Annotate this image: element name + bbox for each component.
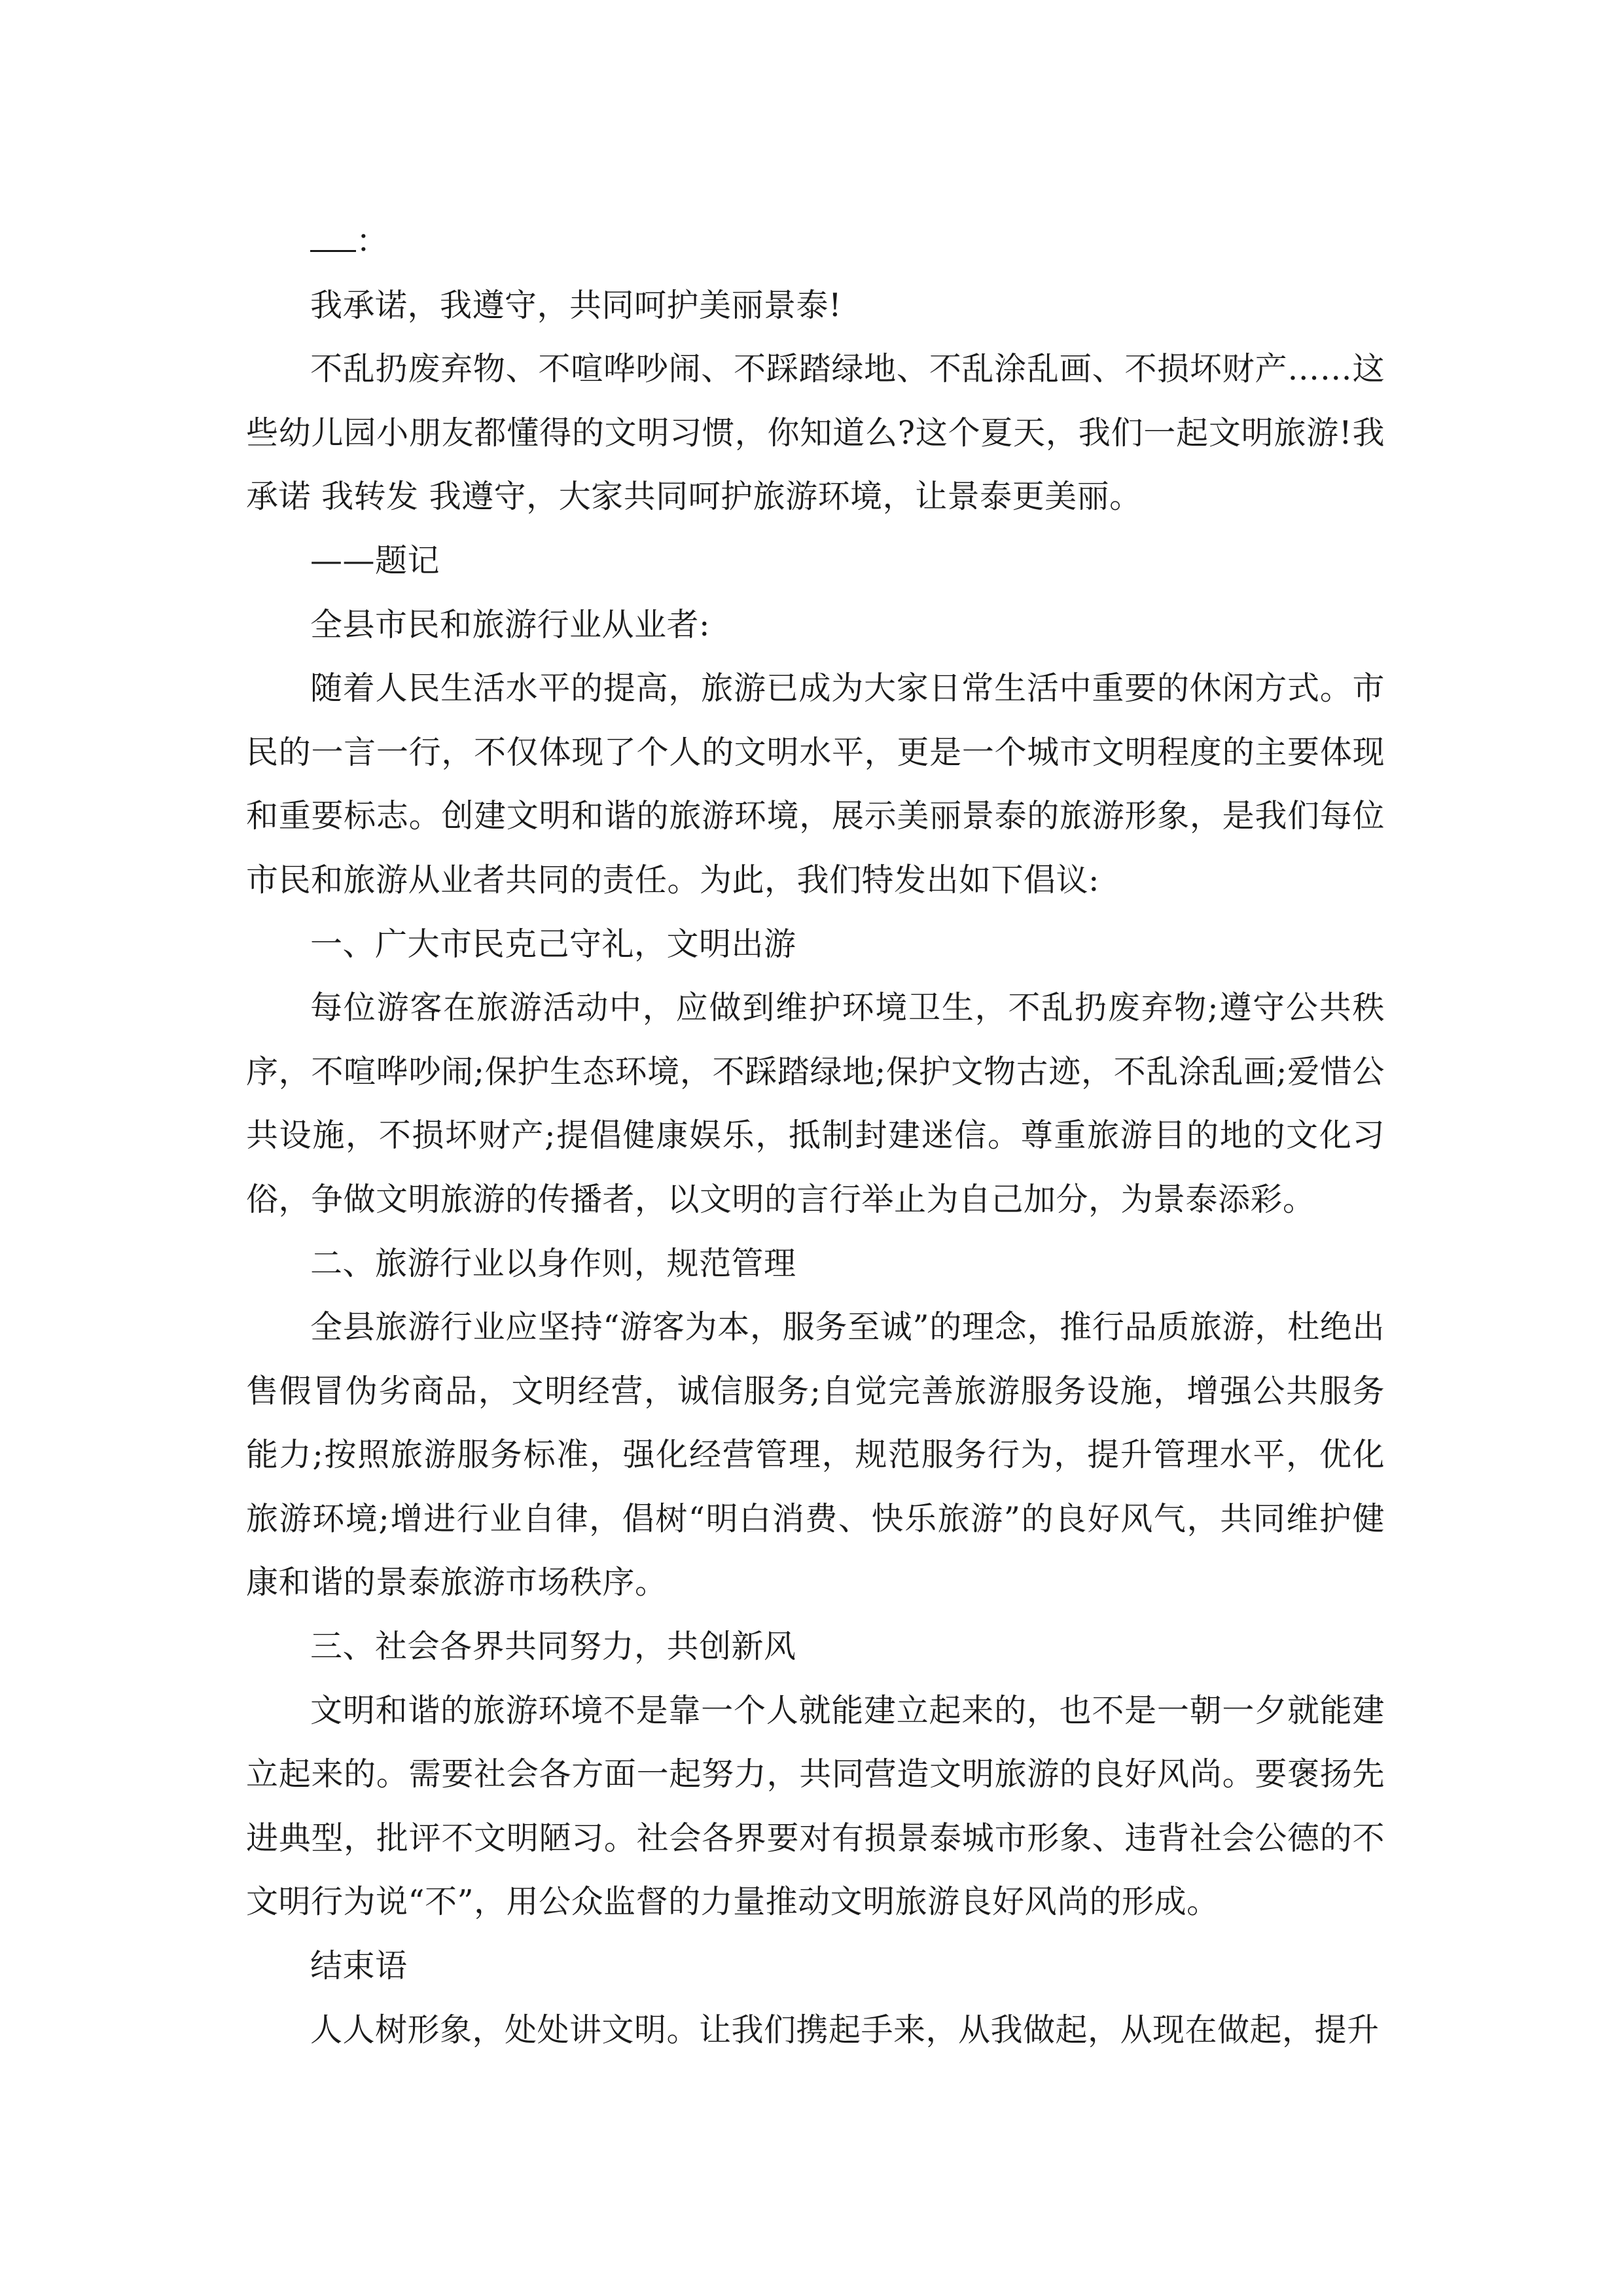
paragraph-section-1: 每位游客在旅游活动中，应做到维护环境卫生，不乱扔废弃物;遵守公共秩序，不喧哗吵闹;保护生态环境，不踩踏绿地;保护文物古迹，不乱涂乱画;爱惜公共设施，不损坏财产;提倡健康娱乐，抵制封建迷信。尊重旅游目的地的文化习俗，争做文明旅游的传播者，以文明的言行举止为自己加分，为景泰添彩。 [246, 989, 1385, 1218]
heading-colon: ： [356, 223, 389, 260]
paragraph-pledge: 我承诺，我遵守，共同呵护美丽景泰! [310, 286, 842, 324]
document-body [246, 209, 1385, 2062]
paragraph-background: 随着人民生活水平的提高，旅游已成为大家日常生活中重要的休闲方式。市民的一言一行，不仅体现了个人的文明水平，更是一个城市文明程度的主要体现和重要标志。创建文明和谐的旅游环境，展示美丽景泰的旅游形象，是我们每位市民和旅游从业者共同的责任。为此，我们特发出如下倡议: [246, 670, 1385, 899]
paragraph-epigraph: ——题记 [310, 541, 440, 579]
paragraph-closing: 人人树形象，处处讲文明。让我们携起手来，从我做起，从现在做起，提升 [310, 2011, 1380, 2049]
heading-line [246, 209, 1385, 274]
blank-underline [310, 216, 356, 252]
section-heading-1: 一、广大市民克己守礼，文明出游 [310, 925, 796, 963]
paragraph-salutation: 全县市民和旅游行业从业者: [310, 605, 711, 643]
paragraph-section-3: 文明和谐的旅游环境不是靠一个人就能建立起来的，也不是一朝一夕就能建立起来的。需要社会各方面一起努力，共同营造文明旅游的良好风尚。要褒扬先进典型，批评不文明陋习。社会各界要对有损景泰城市形象、违背社会公德的不文明行为说“不”，用公众监督的力量推动文明旅游良好风尚的形成。 [246, 1691, 1385, 1921]
paragraph-intro: 不乱扔废弃物、不喧哗吵闹、不踩踏绿地、不乱涂乱画、不损坏财产……这些幼儿园小朋友都懂得的文明习惯，你知道么?这个夏天，我们一起文明旅游!我承诺 我转发 我遵守，大家共同呵护旅游环境，让景泰更美丽。 [246, 350, 1385, 516]
section-heading-3: 三、社会各界共同努力，共创新风 [310, 1628, 796, 1666]
paragraph-section-2: 全县旅游行业应坚持“游客为本，服务至诚”的理念，推行品质旅游，杜绝出售假冒伪劣商品，文明经营，诚信服务;自觉完善旅游服务设施，增强公共服务能力;按照旅游服务标准，强化经营管理，规范服务行为，提升管理水平，优化旅游环境;增进行业自律，倡树“明白消费、快乐旅游”的良好风气，共同维护健康和谐的景泰旅游市场秩序。 [246, 1308, 1385, 1602]
section-heading-2: 二、旅游行业以身作则，规范管理 [310, 1244, 796, 1282]
closing-heading: 结束语 [310, 1947, 408, 1985]
